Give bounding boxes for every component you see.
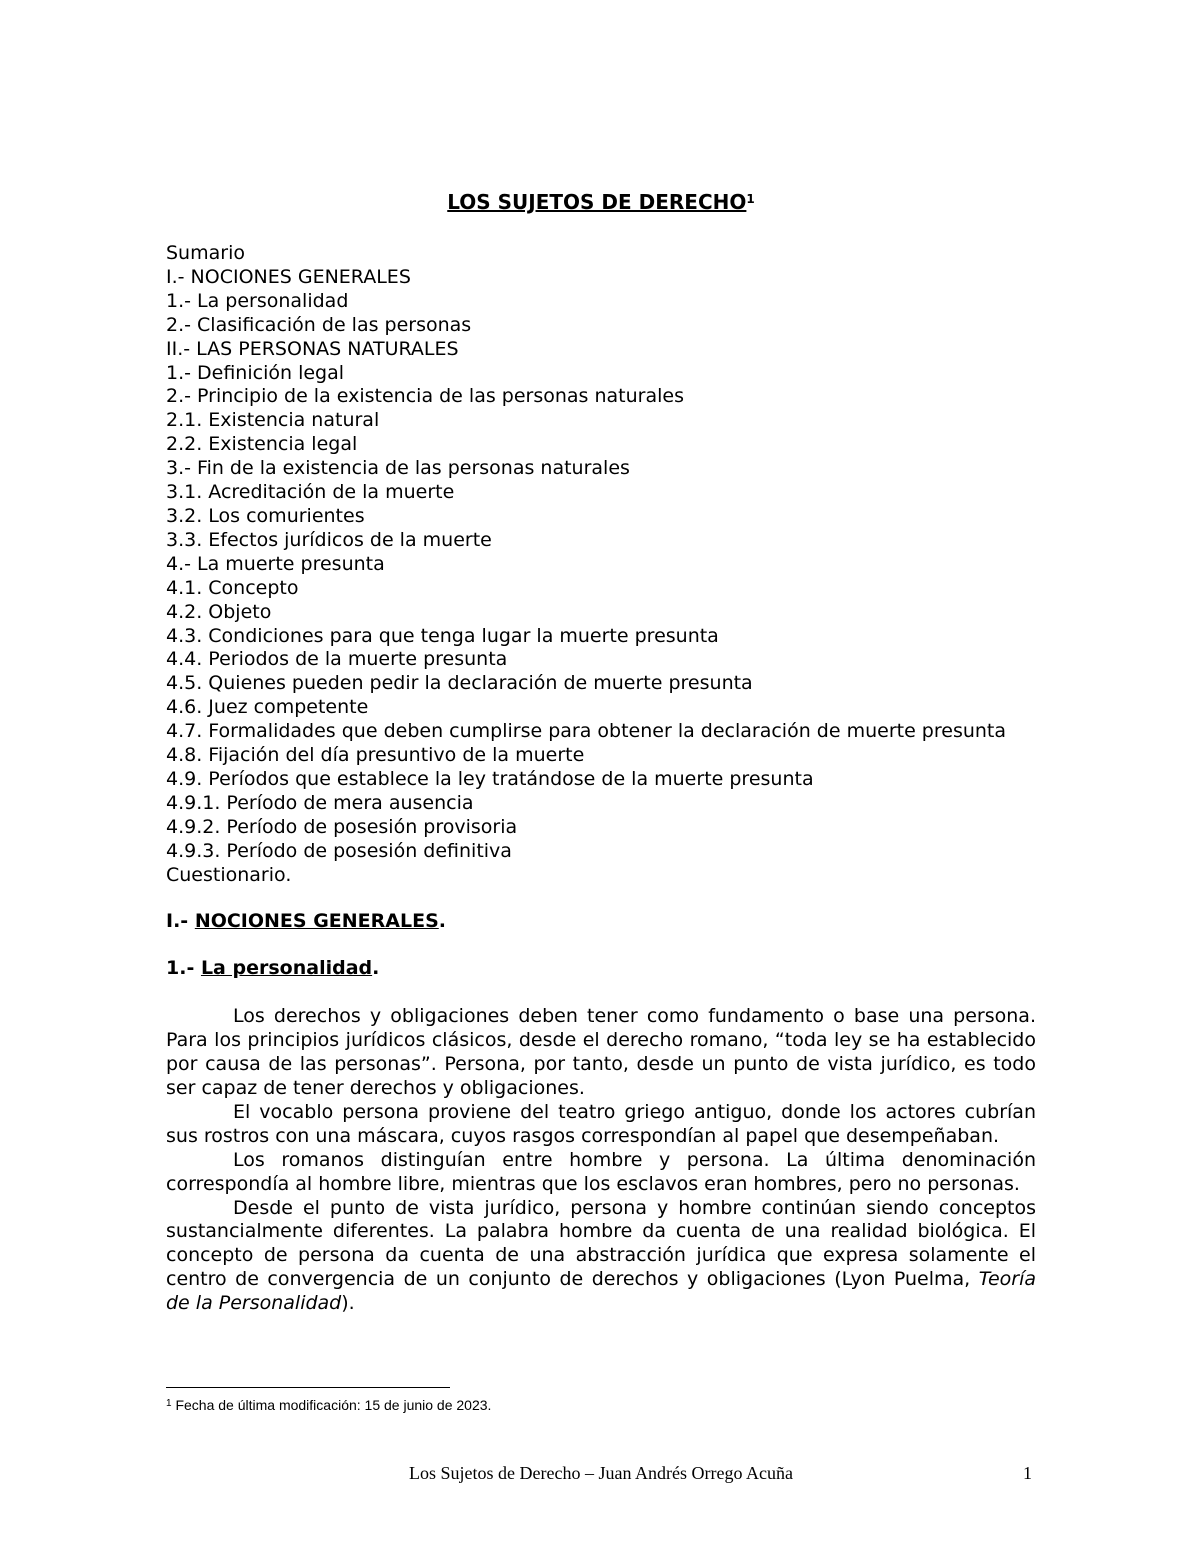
summary-item: 2.1. Existencia natural (166, 409, 380, 432)
summary-item: 4.3. Condiciones para que tenga lugar la muerte presunta (166, 624, 719, 647)
summary-item: Cuestionario. (166, 863, 292, 886)
summary-item: 4.8. Fijación del día presuntivo de la muerte (166, 744, 585, 767)
summary-item: 2.2. Existencia legal (166, 433, 358, 456)
summary-item: 4.- La muerte presunta (166, 552, 385, 575)
summary-item: 4.2. Objeto (166, 600, 272, 623)
subsection-number: 1.- (166, 957, 195, 980)
footnote-text: Fecha de última modificación: 15 de junio de 2023. (171, 1397, 492, 1413)
subsection-title: La personalidad (200, 957, 373, 980)
summary-label: Sumario (166, 242, 245, 264)
section-heading (166, 910, 1036, 934)
summary-item: 3.3. Efectos jurídicos de la muerte (166, 528, 492, 551)
cited-work-title: Teoría de la Personalidad (166, 1268, 1036, 1315)
summary-item: 4.5. Quienes pueden pedir la declaración de muerte presunta (166, 672, 753, 695)
summary-item: 2.- Principio de la existencia de las personas naturales (166, 385, 684, 408)
footnote (166, 1396, 491, 1414)
section-number: I.- (166, 910, 189, 933)
footer-text: Los Sujetos de Derecho – Juan Andrés Orrego Acuña (409, 1463, 793, 1483)
footnote-mark: 1 (166, 1398, 172, 1409)
summary-item: I.- NOCIONES GENERALES (166, 265, 411, 288)
document-title-text: LOS SUJETOS DE DERECHO (447, 190, 747, 214)
summary-item: 4.9. Períodos que establece la ley tratándose de la muerte presunta (166, 767, 814, 790)
summary-item: 1.- Definición legal (166, 361, 345, 384)
summary-item: 4.7. Formalidades que deben cumplirse para obtener la declaración de muerte presunta (166, 720, 1007, 743)
body-paragraph: El vocablo persona proviene del teatro griego antiguo, donde los actores cubrían sus rostros con una máscara, cuyos rasgos correspondían al papel que desempeñaban. (166, 1100, 1036, 1147)
summary-item: 3.2. Los comurientes (166, 504, 365, 527)
summary-item: 4.9.3. Período de posesión definitiva (166, 839, 512, 862)
summary-item: 1.- La personalidad (166, 289, 349, 312)
summary-list (166, 266, 1036, 888)
summary-item: 3.1. Acreditación de la muerte (166, 481, 455, 504)
summary-item: II.- LAS PERSONAS NATURALES (166, 337, 459, 360)
summary-item: 2.- Clasificación de las personas (166, 313, 472, 336)
title-footnote-mark: 1 (746, 192, 755, 206)
document-title (166, 188, 1036, 216)
paragraph-text: Desde el punto de vista jurídico, persona y hombre continúan siendo conceptos sustancialmente diferentes. La palabra hombre da cuenta de una realidad biológica. El concepto de persona da cuenta de una abstracción jurídica que expresa solamente el centro de convergencia de un conjunto de derechos y obligaciones (Lyon Puelma, (166, 1196, 1036, 1291)
paragraph-end: ). (341, 1292, 355, 1315)
document-body (166, 188, 1036, 1316)
subsection-trailing: . (372, 957, 380, 980)
summary-item: 4.6. Juez competente (166, 696, 369, 719)
body-paragraph (166, 1197, 1036, 1317)
footnote-separator (166, 1387, 450, 1388)
summary-item: 4.9.1. Período de mera ausencia (166, 791, 474, 814)
summary-item: 4.9.2. Período de posesión provisoria (166, 815, 518, 838)
summary-item: 3.- Fin de la existencia de las personas naturales (166, 457, 630, 480)
subsection-heading (166, 957, 1036, 981)
page-number: 1 (1023, 1463, 1032, 1483)
section-title: NOCIONES GENERALES (194, 910, 439, 933)
body-paragraph: Los derechos y obligaciones deben tener como fundamento o base una persona. Para los principios jurídicos clásicos, desde el derecho romano, “toda ley se ha establecido por causa de las personas”. Persona, por tanto, desde un punto de vista jurídico, es todo ser capaz de tener derechos y obligaciones. (166, 1005, 1036, 1099)
summary-item: 4.4. Periodos de la muerte presunta (166, 648, 508, 671)
section-trailing: . (438, 910, 446, 933)
summary-item: 4.1. Concepto (166, 576, 299, 599)
body-paragraph: Los romanos distinguían entre hombre y persona. La última denominación correspondía al hombre libre, mientras que los esclavos eran hombres, pero no personas. (166, 1148, 1036, 1195)
